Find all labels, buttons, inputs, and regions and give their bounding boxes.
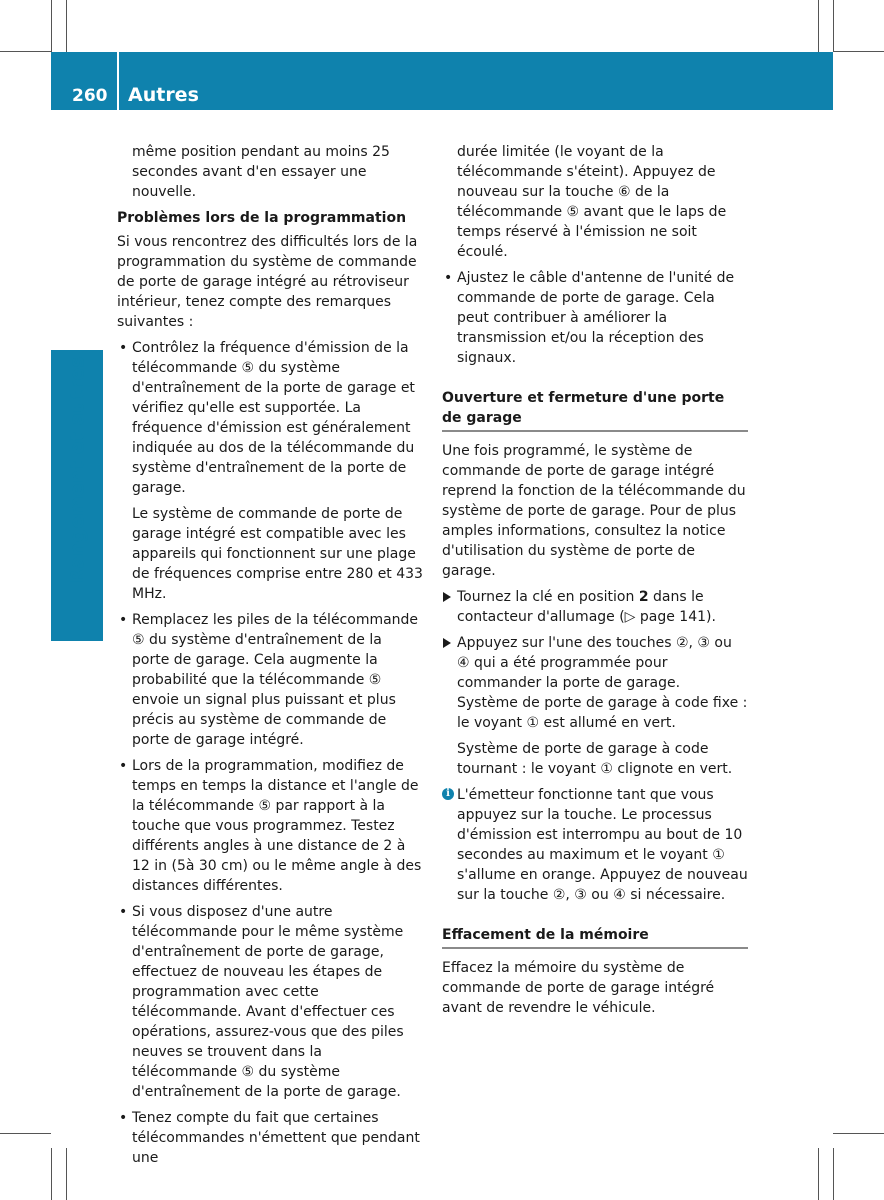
- open-close-heading: Ouverture et fermeture d'une porte de garage: [442, 388, 748, 432]
- crop-mark: [833, 1133, 884, 1134]
- list-item: [442, 268, 748, 368]
- section-title: Autres: [128, 84, 199, 106]
- crop-mark: [833, 0, 834, 52]
- crop-mark: [51, 0, 52, 52]
- crop-mark: [0, 51, 51, 52]
- antenna-list: [442, 268, 748, 368]
- step-text-b: dans le contacteur d'allumage (▷ page 141).: [457, 589, 716, 625]
- info-text: L'émetteur fonctionne tant que vous appuyez sur la touche. Le processus d'émission est interrompu au bout de 10 secondes au maximum et le voyant ① s'allume en orange. Appuyez de nouveau sur la touche ②, ③ ou ④ si nécessaire.: [457, 787, 748, 903]
- crop-mark: [51, 1148, 52, 1200]
- crop-mark: [0, 1133, 51, 1134]
- info-note: [442, 785, 748, 905]
- erase-text: Effacez la mémoire du système de commande de porte de garage intégré avant de revendre le véhicule.: [442, 960, 715, 1016]
- erase-heading: Effacement de la mémoire: [442, 925, 748, 949]
- continuation-text: durée limitée (le voyant de la télécommande s'éteint). Appuyez de nouveau sur la touche ⑥ de la télécommande ⑤ avant que le laps de temps réservé à l'émission ne soit écoulé.: [457, 144, 727, 260]
- bullet-text: • Tenez compte du fait que certaines télécommandes n'émettent que pendant une: [132, 1110, 420, 1166]
- list-item: [117, 338, 423, 604]
- open-close-intro: Une fois programmé, le système de commande de porte de garage intégré reprend la fonction de la télécommande du système de porte de garage. Pour de plus amples informations, consultez la notice d'utilisation du système de porte de garage.: [442, 443, 746, 579]
- list-item: [117, 610, 423, 750]
- bullet-text: • Remplacez les piles de la télécommande ⑤ du système d'entraînement de la porte de garage. Cela augmente la probabilité que la télécommande ⑤ envoie un signal plus puissant et plus précis au système de commande de porte de garage intégré.: [132, 612, 419, 748]
- list-item: [117, 902, 423, 1102]
- key-position: 2: [638, 589, 649, 605]
- page-number: 260: [72, 86, 108, 106]
- bullet-text: • Contrôlez la fréquence d'émission de la télécommande ⑤ du système d'entraînement de la porte de garage et vérifiez qu'elle est supportée. La fréquence d'émission est généralement indiquée au dos de la télécommande du système d'entraînement de la porte de garage.: [132, 340, 415, 496]
- crop-mark: [818, 0, 819, 52]
- list-item: [117, 1108, 423, 1168]
- bullet-text: • Lors de la programmation, modifiez de temps en temps la distance et l'angle de la télécommande ⑤ par rapport à la touche que vous programmez. Testez différents angles à une distance de 2 à 12 in (5à 30 cm) ou le même angle à des distances différentes.: [132, 758, 422, 894]
- problems-intro: Si vous rencontrez des difficultés lors de la programmation du système de commande de porte de garage intégré au rétroviseur intérieur, tenez compte des remarques suivantes :: [117, 234, 418, 330]
- info-icon: i: [442, 788, 454, 800]
- side-tab-label: Rangement et autres: [66, 356, 89, 584]
- crop-mark: [66, 0, 67, 52]
- crop-mark: [818, 1148, 819, 1200]
- bullet-text: • Ajustez le câble d'antenne de l'unité de commande de porte de garage. Cela peut contribuer à améliorer la transmission et/ou la réception des signaux.: [457, 270, 735, 366]
- step-result-rolling: Système de porte de garage à code tournant : le voyant ① clignote en vert.: [457, 741, 733, 777]
- problems-list: [117, 338, 423, 1168]
- steps-list: [442, 587, 748, 779]
- list-item: [117, 756, 423, 896]
- step-item: [442, 633, 748, 779]
- problems-heading: Problèmes lors de la programmation: [117, 210, 407, 226]
- bullet-note: Le système de commande de porte de garage intégré est compatible avec les appareils qui fonctionnent sur une plage de fréquences comprise entre 280 et 433 MHz.: [132, 506, 423, 602]
- bullet-text: • Si vous disposez d'une autre télécommande pour le même système d'entraînement de porte de garage, effectuez de nouveau les étapes de programmation avec cette télécommande. Avant d'effectuer ces opérations, assurez-vous que des piles neuves se trouvent dans la télécommande ⑤ du système d'entraînement de la porte de garage.: [132, 904, 404, 1100]
- step-text-a: Tournez la clé en position: [457, 589, 639, 605]
- left-column: [117, 142, 423, 1174]
- intro-continuation: même position pendant au moins 25 secondes avant d'en essayer une nouvelle.: [132, 144, 390, 200]
- step-text: Appuyez sur l'une des touches ②, ③ ou ④ qui a été programmée pour commander la porte de garage.: [457, 635, 732, 691]
- step-text: [457, 587, 748, 627]
- side-tab-label-box: [51, 350, 103, 590]
- header-divider: [117, 52, 119, 110]
- crop-mark: [833, 1148, 834, 1200]
- step-item: [442, 587, 748, 627]
- right-column: [442, 142, 748, 1024]
- crop-mark: [833, 51, 884, 52]
- crop-mark: [66, 1148, 67, 1200]
- step-result-fixed: Système de porte de garage à code fixe : le voyant ① est allumé en vert.: [457, 695, 748, 731]
